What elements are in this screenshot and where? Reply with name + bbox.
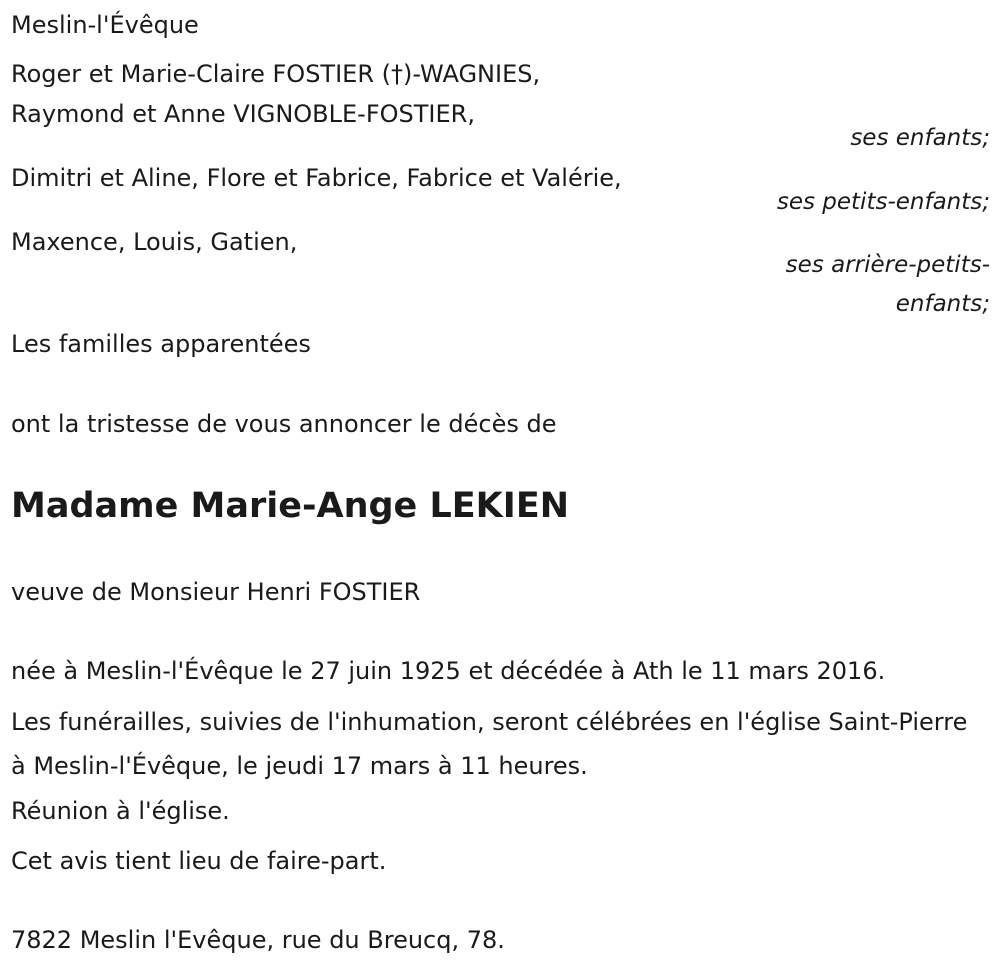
place-heading: Meslin-l'Évêque — [11, 11, 199, 39]
great-grandchildren-role-line-2: enfants; — [895, 291, 990, 317]
address-line: 7822 Meslin l'Evêque, rue du Breucq, 78. — [11, 926, 505, 954]
great-grandchildren-role-line-1: ses arrière-petits- — [785, 252, 990, 278]
grandchildren-names: Dimitri et Aline, Flore et Fabrice, Fabrice et Valérie, — [11, 164, 622, 192]
children-line-1: Roger et Marie-Claire FOSTIER (†)-WAGNIES, — [11, 60, 541, 88]
announcement-line: ont la tristesse de vous annoncer le décès de — [11, 410, 557, 438]
children-line-2: Raymond et Anne VIGNOBLE-FOSTIER, — [11, 100, 475, 128]
widow-of-line: veuve de Monsieur Henri FOSTIER — [11, 578, 421, 606]
meeting-line: Réunion à l'église. — [11, 797, 230, 825]
funeral-paragraph: Les funérailles, suivies de l'inhumation, seront célébrées en l'église Saint-Pierre à Meslin-l'Évêque, le jeudi 17 mars à 11 heures. — [11, 708, 968, 780]
families-line: Les familles apparentées — [11, 330, 311, 358]
birth-death-line: née à Meslin-l'Évêque le 27 juin 1925 et décédée à Ath le 11 mars 2016. — [11, 657, 886, 685]
deceased-name: Madame Marie-Ange LEKIEN — [11, 486, 570, 526]
notice-line: Cet avis tient lieu de faire-part. — [11, 847, 387, 875]
children-role: ses enfants; — [850, 125, 990, 151]
grandchildren-role: ses petits-enfants; — [776, 189, 990, 215]
great-grandchildren-names: Maxence, Louis, Gatien, — [11, 228, 298, 256]
